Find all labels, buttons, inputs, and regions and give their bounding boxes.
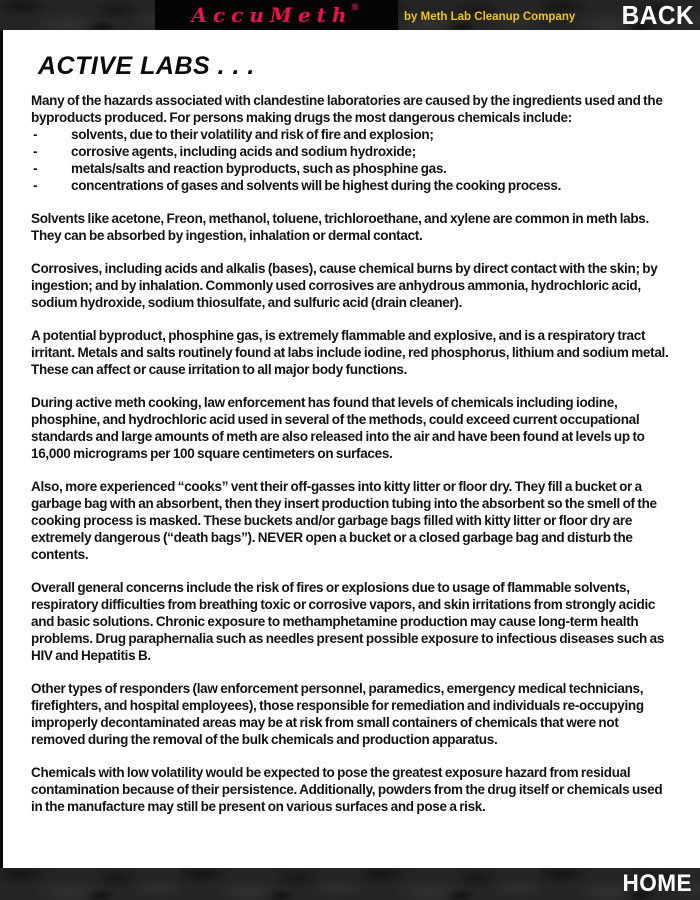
paragraph-responders: Other types of responders (law enforcement personnel, paramedics, emergency medical technicians, firefighters, and hospital employees), those responsible for remediation and individuals re-occupying improperly decontaminated areas may be at risk from small containers of chemicals that were not removed during the removal of the bulk chemicals and production apparatus. xyxy=(31,681,644,747)
accumeth-logo-text: AccuMeth xyxy=(191,3,353,27)
paragraph-overall-concerns: Overall general concerns include the risk of fires or explosions due to usage of flammable solvents, respiratory difficulties from breathing toxic or corrosive vapors, and skin irritations from strongly acidic and basic solutions. Chronic exposure to methamphetamine production may cause long-term health problems. Drug paraphernalia such as needles present possible exposure to infectious diseases such as HIV and Hepatitis B. xyxy=(31,580,665,663)
bullet-text: solvents, due to their volatility and risk of fire and explosion; xyxy=(71,127,434,142)
bullet-text: concentrations of gases and solvents will be highest during the cooking process. xyxy=(71,178,562,193)
back-button[interactable]: BACK xyxy=(621,0,694,30)
content-area xyxy=(0,30,700,868)
intro-paragraph: Many of the hazards associated with clandestine laboratories are caused by the ingredients used and the byproducts produced. For persons making drugs the most dangerous chemicals include: xyxy=(31,93,663,125)
bullet-text: metals/salts and reaction byproducts, such as phosphine gas. xyxy=(71,161,447,176)
logo-tagline: by Meth Lab Cleanup Company xyxy=(404,10,576,23)
bullet-text: corrosive agents, including acids and sodium hydroxide; xyxy=(71,144,416,159)
home-button[interactable]: HOME xyxy=(622,870,692,897)
paragraph-phosphine: A potential byproduct, phosphine gas, is extremely flammable and explosive, and is a respiratory tract irritant. Metals and salts routinely found at labs include iodine, red phosphorus, lithium and sodium metal. These can affect or cause irritation to all major body functions. xyxy=(31,328,669,377)
paragraph-active-cooking: During active meth cooking, law enforcement has found that levels of chemicals including iodine, phosphine, and hydrochloric acid used in several of the methods, could exceed current occupational standards and large amounts of meth are also released into the air and have been found at levels up to 16,000 micrograms per 100 square centimeters on surfaces. xyxy=(31,395,645,461)
accumeth-logo xyxy=(155,0,398,30)
bullet-item xyxy=(31,143,674,160)
paragraph-solvents: Solvents like acetone, Freon, methanol, toluene, trichloroethane, and xylene are common in meth labs. They can be absorbed by ingestion, inhalation or dermal contact. xyxy=(31,211,649,243)
page-title: ACTIVE LABS . . . xyxy=(38,52,255,80)
paragraph-low-volatility: Chemicals with low volatility would be expected to pose the greatest exposure hazard from residual contamination because of their persistence. Additionally, powders from the drug itself or chemicals used in the manufacture may still be present on various surfaces and pose a risk. xyxy=(31,765,663,814)
bullet-dash: - xyxy=(33,178,38,193)
bullet-dash: - xyxy=(33,144,38,159)
paragraph-corrosives: Corrosives, including acids and alkalis (bases), cause chemical burns by direct contact with the skin; by ingestion; and by inhalation. Commonly used corrosives are anhydrous ammonia, hydrochloric acid, sodium hydroxide, sodium thiosulfate, and sulfuric acid (drain cleaner). xyxy=(31,261,658,310)
bullet-dash: - xyxy=(33,161,38,176)
registered-trademark-icon: ® xyxy=(350,3,360,13)
footer-bar xyxy=(0,868,700,900)
bullet-item xyxy=(31,126,674,143)
bullet-dash: - xyxy=(33,127,38,142)
bullet-item xyxy=(31,177,674,194)
header-bar xyxy=(0,0,700,30)
paragraph-death-bags: Also, more experienced “cooks” vent their off-gasses into kitty litter or floor dry. They fill a bucket or a garbage bag with an absorbent, then they insert production tubing into the absorbent so the smell of the cooking process is masked. These buckets and/or garbage bags filled with kitty litter or floor dry are extremely dangerous (“death bags”). NEVER open a bucket or a closed garbage bag and disturb the contents. xyxy=(31,479,657,562)
bullet-list xyxy=(31,126,674,194)
bullet-item xyxy=(31,160,674,177)
